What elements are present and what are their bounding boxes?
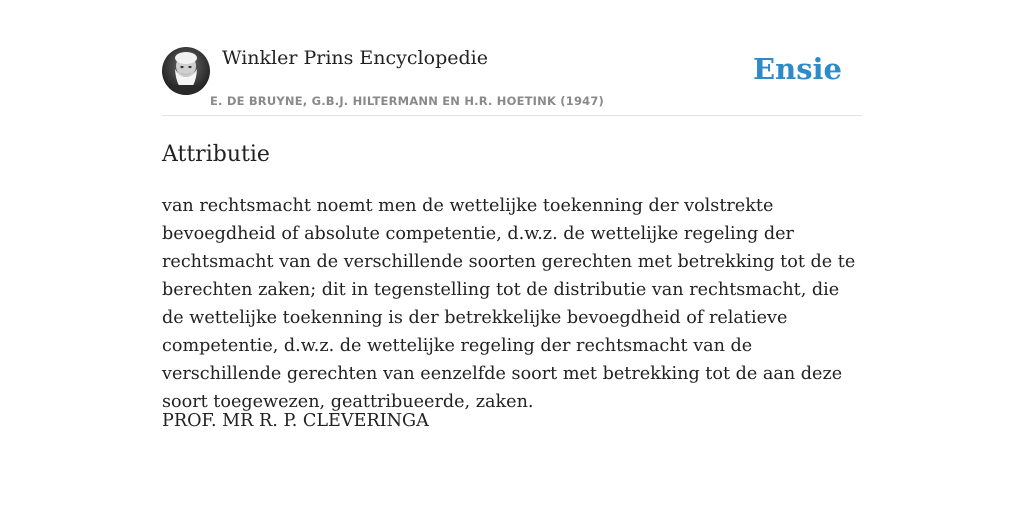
article-title: Attributie <box>162 142 270 167</box>
authors-byline: E. DE BRUYNE, G.B.J. HILTERMANN EN H.R. HOETINK (1947) <box>210 94 605 108</box>
ensie-logo-link[interactable]: Ensie <box>753 52 842 86</box>
header <box>162 0 862 116</box>
article-author: PROF. MR R. P. CLEVERINGA <box>162 411 429 431</box>
avatar[interactable] <box>162 47 210 95</box>
article-body: van rechtsmacht noemt men de wettelijke toekenning der volstrekte bevoegdheid of absolute competentie, d.w.z. de wettelijke regeling der rechtsmacht van de verschillende soorten gerechten met betrekking tot de te berechten zaken; dit in tegenstelling tot de distributie van rechtsmacht, die de wettelijke toekenning is der betrekkelijke bevoegdheid of relatieve competentie, d.w.z. de wettelijke regeling der rechtsmacht van de verschillende gerechten van eenzelfde soort met betrekking tot de aan deze soort toegewezen, geattribueerde, zaken. <box>162 196 856 412</box>
page <box>162 0 862 512</box>
bearded-man-portrait-icon <box>162 47 210 95</box>
site-title[interactable]: Winkler Prins Encyclopedie <box>222 47 488 69</box>
